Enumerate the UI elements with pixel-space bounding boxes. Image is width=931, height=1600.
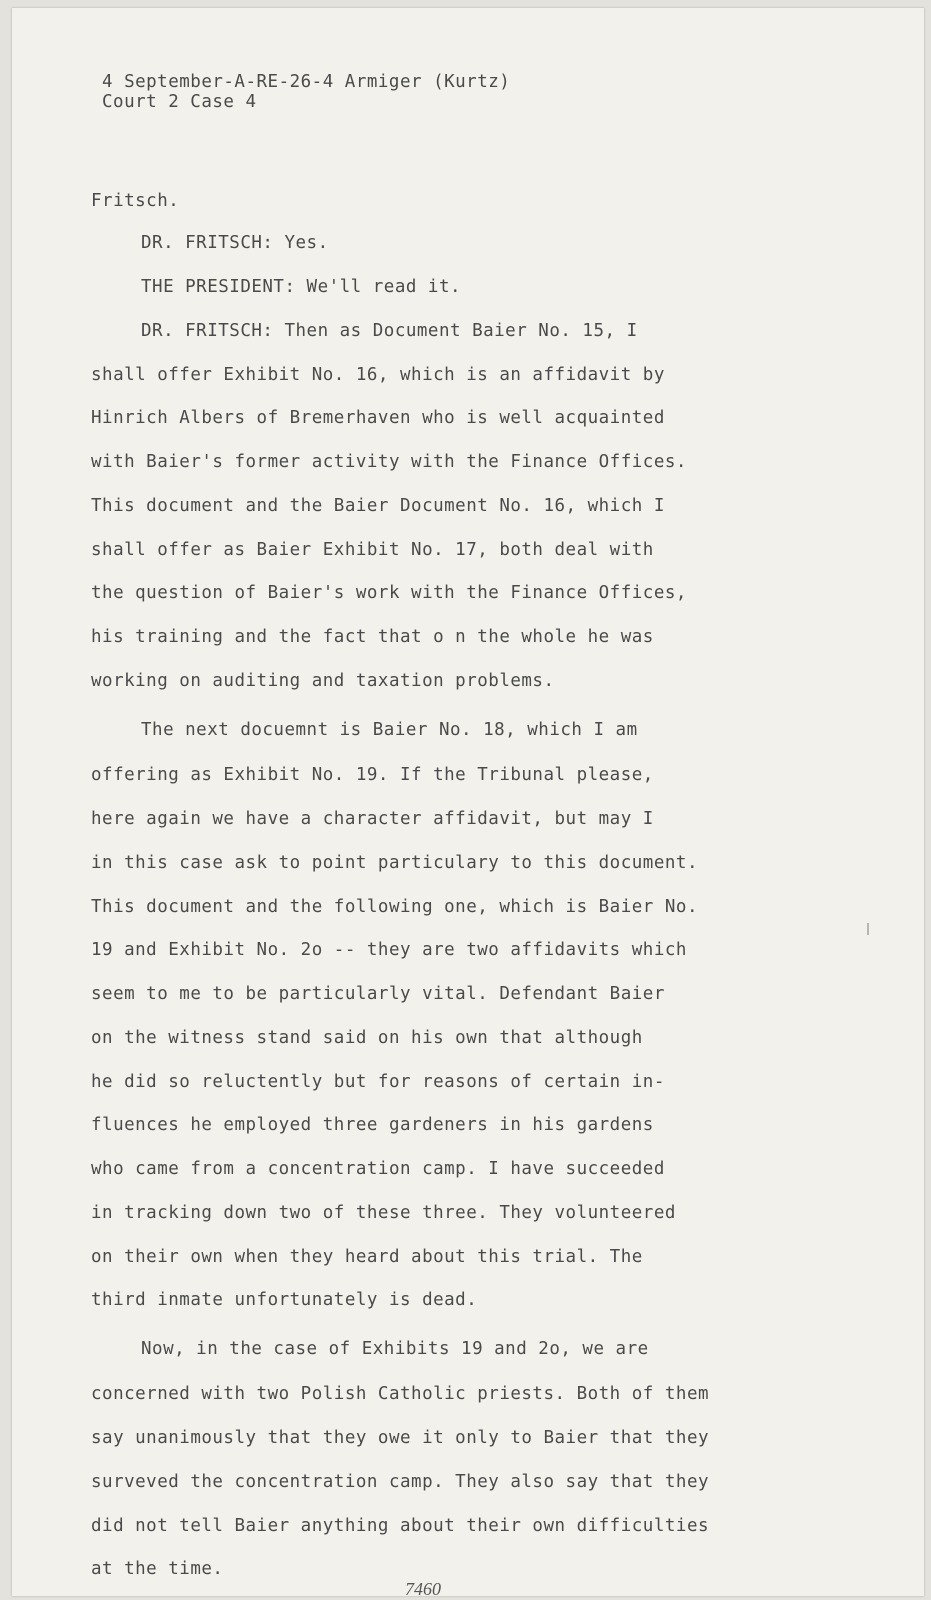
text-line: working on auditing and taxation problems. — [91, 671, 555, 691]
text-line: seem to me to be particularly vital. Defendant Baier — [91, 984, 665, 1004]
text-line: concerned with two Polish Catholic priests. Both of them — [91, 1384, 710, 1404]
text-line: DR. FRITSCH: Then as Document Baier No. 15, I — [141, 321, 638, 341]
text-line: This document and the following one, which is Baier No. — [91, 897, 698, 917]
text-line: 19 and Exhibit No. 2o -- they are two affidavits which — [91, 940, 687, 960]
text-line: the question of Baier's work with the Finance Offices, — [91, 583, 687, 603]
text-line: he did so reluctently but for reasons of certain in- — [91, 1072, 665, 1092]
header-line-2: Court 2 Case 4 — [102, 92, 257, 112]
paper-mark — [867, 923, 869, 935]
text-line: The next docuemnt is Baier No. 18, which I am — [141, 720, 638, 740]
text-line: his training and the fact that o n the whole he was — [91, 627, 654, 647]
text-line: on their own when they heard about this trial. The — [91, 1247, 643, 1267]
text-line: Fritsch. — [91, 191, 180, 211]
text-line: here again we have a character affidavit, but may I — [91, 809, 654, 829]
text-line: on the witness stand said on his own that although — [91, 1028, 643, 1048]
page-number: 7460 — [405, 1579, 441, 1599]
text-line: This document and the Baier Document No. 16, which I — [91, 496, 665, 516]
text-line: fluences he employed three gardeners in his gardens — [91, 1115, 654, 1135]
text-line: THE PRESIDENT: We'll read it. — [141, 277, 462, 297]
text-line: Hinrich Albers of Bremerhaven who is well acquainted — [91, 408, 665, 428]
header-line-1: 4 September-A-RE-26-4 Armiger (Kurtz) — [102, 72, 511, 92]
text-line: shall offer Exhibit No. 16, which is an affidavit by — [91, 365, 665, 385]
text-line: in this case ask to point particulary to this document. — [91, 853, 698, 873]
text-line: in tracking down two of these three. They volunteered — [91, 1203, 676, 1223]
text-line: surveved the concentration camp. They also say that they — [91, 1472, 710, 1492]
document-page — [12, 8, 924, 1599]
text-line: offering as Exhibit No. 19. If the Tribunal please, — [91, 765, 654, 785]
text-line: Now, in the case of Exhibits 19 and 2o, we are — [141, 1339, 649, 1359]
text-line: say unanimously that they owe it only to Baier that they — [91, 1428, 710, 1448]
text-line: DR. FRITSCH: Yes. — [141, 233, 329, 253]
text-line: third inmate unfortunately is dead. — [91, 1290, 478, 1310]
text-line: with Baier's former activity with the Finance Offices. — [91, 452, 687, 472]
text-line: at the time. — [91, 1559, 224, 1579]
text-line: did not tell Baier anything about their own difficulties — [91, 1516, 710, 1536]
text-line: who came from a concentration camp. I have succeeded — [91, 1159, 665, 1179]
text-line: shall offer as Baier Exhibit No. 17, both deal with — [91, 540, 654, 560]
